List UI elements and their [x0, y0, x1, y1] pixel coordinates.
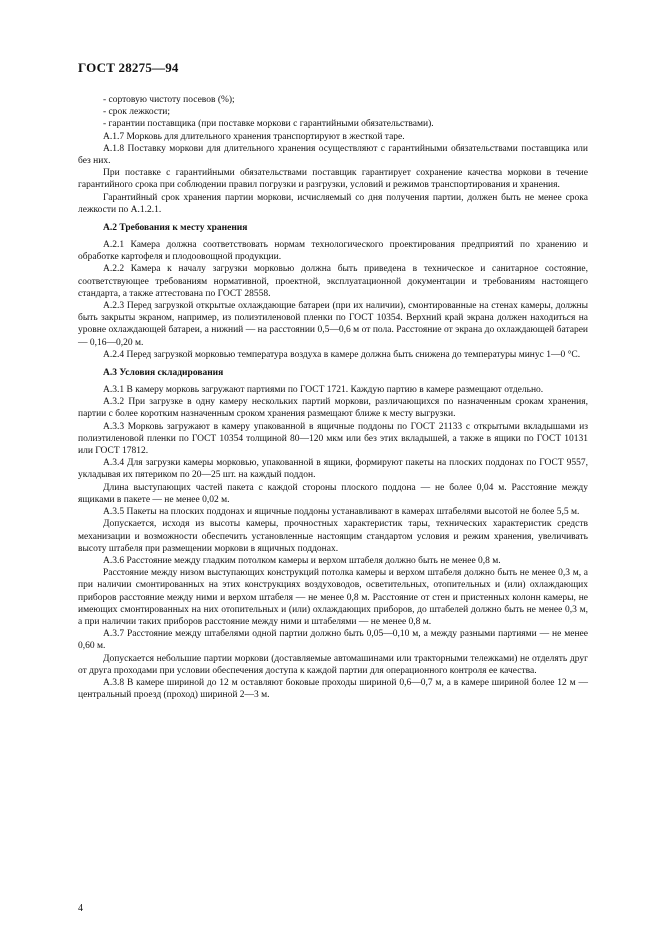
- list-item: - гарантии поставщика (при поставке моркови с гарантийными обязательствами).: [103, 119, 434, 130]
- paragraph-a-3-4: А.3.4 Для загрузки камеры морковью, упакованной в ящики, формируют пакеты на плоских поддонах по ГОСТ 9557, укладывая их пятериком по 20—25 шт. на каждый поддон.: [78, 458, 588, 481]
- document-header: ГОСТ 28275—94: [78, 60, 179, 75]
- paragraph-a-1-7: А.1.7 Морковь для длительного хранения транспортируют в жесткой таре.: [103, 131, 405, 142]
- paragraph-a-3-6: А.3.6 Расстояние между гладким потолком камеры и верхом штабеля должно быть не менее 0,8 м.: [103, 555, 501, 566]
- paragraph: Допускается, исходя из высоты камеры, прочностных характеристик тары, технических характеристик средств механизации и возможности обеспечить установленные настоящим стандартом условия и режим хранения, увеличивать высоту штабеля при размещении моркови в ящичных поддонах.: [78, 519, 588, 554]
- paragraph: Гарантийный срок хранения партии моркови, исчисляемый со дня получения партии, должен быть не менее срока лежкости по А.1.2.1.: [78, 192, 588, 215]
- section-heading-a2: А.2 Требования к месту хранения: [103, 223, 248, 234]
- paragraph-a-1-8: А.1.8 Поставку моркови для длительного хранения осуществляют с гарантийными обязательствами поставщика или без них.: [78, 143, 588, 167]
- paragraph-a-2-4: А.2.4 Перед загрузкой морковью температура воздуха в камере должна быть снижена до температуры минус 1—0 °С.: [103, 349, 581, 360]
- paragraph: Расстояние между низом выступающих конструкций потолка камеры и верхом штабеля должно быть не менее 0,3 м, а при наличии смонтированных на этих конструкциях воздуховодов, осветительных, отопительных и (или) охлаждающих приборов расстояние между ними и верхом штабеля — не менее 0,8 м. Расстояние от стен и пристенных колонн камеры, не имеющих смонтированных на них отопительных и (или) охлаждающих приборов, до штабелей должно быть не менее 0,3 м, а при наличии таких приборов расстояние между ними и штабелями — не менее 0,8 м.: [78, 568, 588, 627]
- page-number: 4: [78, 903, 83, 914]
- paragraph: При поставке с гарантийными обязательствами поставщик гарантирует сохранение качества моркови в течение гарантийного срока при соблюдении правил погрузки и разгрузки, условий и режимов транспортирования и хранения.: [78, 168, 588, 191]
- paragraph-a-3-2: А.3.2 При загрузке в одну камеру нескольких партий моркови, различающихся по назначенным срокам хранения, партии с более коротким назначенным сроком хранения размещают ближе к месту выгрузки.: [78, 397, 588, 420]
- paragraph-a-3-5: А.3.5 Пакеты на плоских поддонах и ящичные поддоны устанавливают в камерах штабелями высотой не более 5,5 м.: [103, 507, 580, 518]
- paragraph-a-2-3: А.2.3 Перед загрузкой открытые охлаждающие батареи (при их наличии), смонтированные на стенах камеры, должны быть закрыты экраном, например, из полиэтиленовой пленки по ГОСТ 10354. Верхний край экрана должен находиться на уровне охлаждающей батареи, а нижний — на расстоянии 0,5—0,6 м от пола. Расстояние от экрана до охлаждающей батареи — 0,16—0,20 м.: [78, 301, 588, 348]
- paragraph-a-3-8: А.3.8 В камере шириной до 12 м оставляют боковые проходы шириной 0,6—0,7 м, а в камере шириной более 12 м — центральный проезд (проход) шириной 2—3 м.: [78, 677, 588, 701]
- document-body: [78, 94, 588, 701]
- paragraph-a-3-1: А.3.1 В камеру морковь загружают партиями по ГОСТ 1721. Каждую партию в камере размещают отдельно.: [103, 385, 544, 396]
- paragraph-a-2-1: А.2.1 Камера должна соответствовать нормам технологического проектирования предприятий по хранению и обработке картофеля и плодоовощной продукции.: [78, 240, 588, 263]
- paragraph: Длина выступающих частей пакета с каждой стороны плоского поддона — не более 0,04 м. Расстояние между ящиками в пакете — не менее 0,02 м.: [78, 482, 588, 505]
- paragraph: Допускается небольшие партии моркови (доставляемые автомашинами или тракторными тележками) не отделять друг от друга проходами при условии обеспечения доступа к каждой партии для операционного контроля ее качества.: [78, 653, 588, 676]
- paragraph-a-2-2: А.2.2 Камера к началу загрузки морковью должна быть приведена в техническое и санитарное состояние, соответствующее требованиям нормативной, проектной, эксплуатационной документации и требованиям настоящего стандарта, а также аттестована по ГОСТ 28558.: [78, 264, 588, 299]
- list-item: - сортовую чистоту посевов (%);: [103, 95, 235, 105]
- paragraph-a-3-3: А.3.3 Морковь загружают в камеру упакованной в ящичные поддоны по ГОСТ 21133 с открытыми вкладышами из полиэтиленовой пленки по ГОСТ 10354 толщиной 80—120 мкм или без этих вкладышей, а также в ящики по ГОСТ 10131 или ГОСТ 17812.: [78, 421, 588, 457]
- list-item: - срок лежкости;: [103, 107, 170, 118]
- section-heading-a3: А.3 Условия складирования: [103, 368, 224, 379]
- paragraph-a-3-7: А.3.7 Расстояние между штабелями одной партии должно быть 0,05—0,10 м, а между разными партиями — не менее 0,60 м.: [78, 629, 588, 652]
